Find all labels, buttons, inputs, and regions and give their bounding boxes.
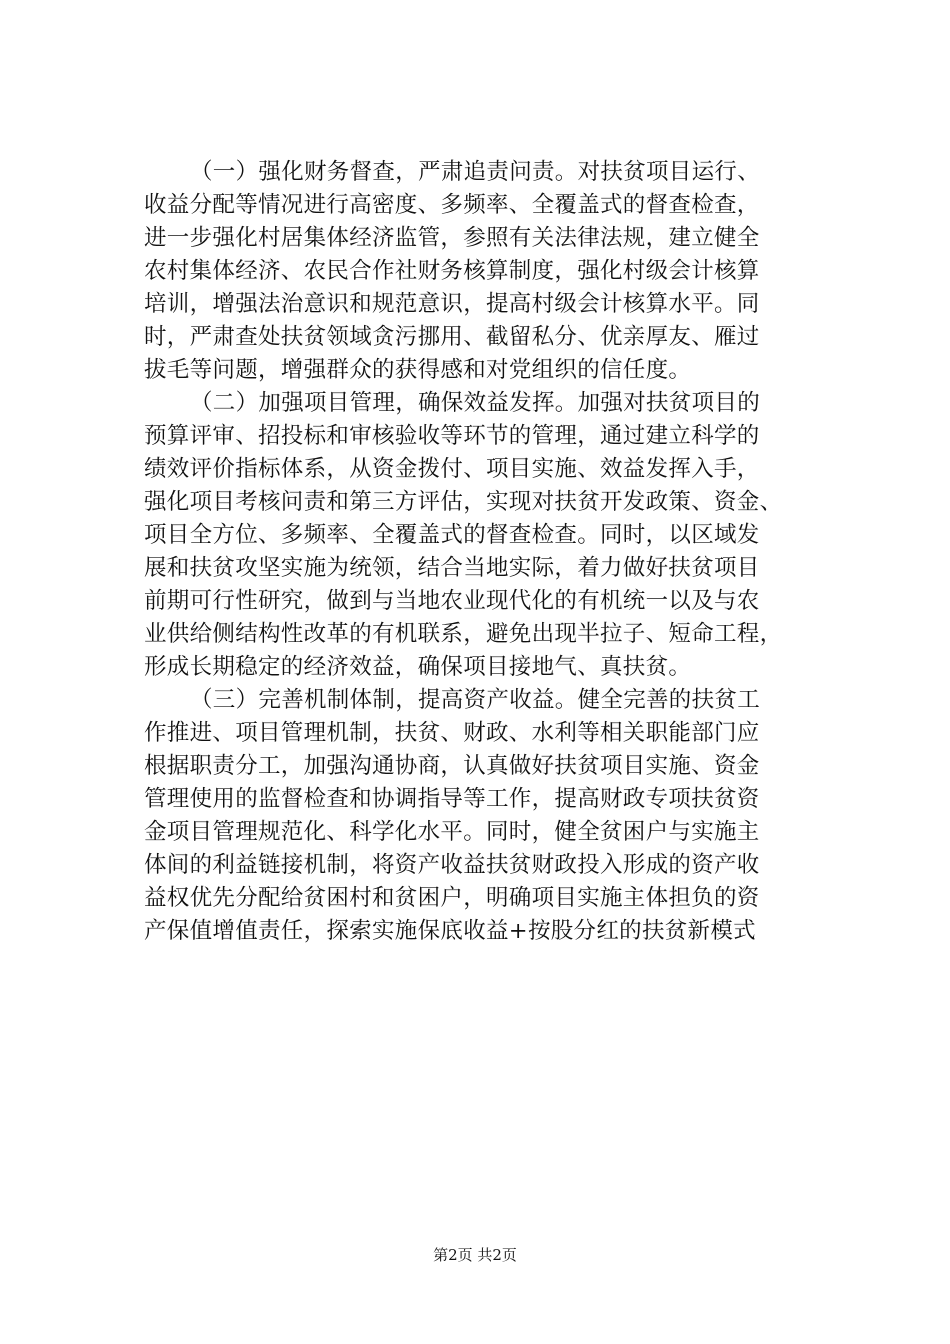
paragraph-first-line: （三）完善机制体制，提高资产收益。健全完善的扶贫工 (190, 687, 761, 713)
text-line: 管理使用的监督检查和协调指导等工作，提高财政专项扶贫资 (144, 786, 760, 812)
text-line: 展和扶贫攻坚实施为统领，结合当地实际，着力做好扶贫项目 (144, 555, 760, 581)
text-line: 收益分配等情况进行高密度、多频率、全覆盖式的督查检查， (144, 192, 760, 218)
text-line: 项目全方位、多频率、全覆盖式的督查检查。同时，以区域发 (144, 522, 760, 548)
text-line: 绩效评价指标体系，从资金拨付、项目实施、效益发挥入手， (144, 456, 760, 482)
text-line: 预算评审、招投标和审核验收等环节的管理，通过建立科学的 (144, 423, 760, 449)
text-line: 农村集体经济、农民合作社财务核算制度，强化村级会计核算 (144, 258, 760, 284)
text-line: 拔毛等问题，增强群众的获得感和对党组织的信任度。 (144, 357, 692, 383)
text-line: 强化项目考核问责和第三方评估，实现对扶贫开发政策、资金、 (144, 489, 783, 515)
text-line: 进一步强化村居集体经济监管，参照有关法律法规，建立健全 (144, 225, 760, 251)
text-line: 形成长期稳定的经济效益，确保项目接地气、真扶贫。 (144, 654, 692, 680)
text-line: 时，严肃查处扶贫领域贪污挪用、截留私分、优亲厚友、雁过 (144, 324, 760, 350)
text-line: 金项目管理规范化、科学化水平。同时，健全贫困户与实施主 (144, 819, 760, 845)
document-body (144, 156, 834, 948)
page-number-footer: 第2页 共2页 (433, 1246, 517, 1264)
paragraph-first-line: （一）强化财务督查，严肃追责问责。对扶贫项目运行、 (190, 159, 761, 185)
text-line: 根据职责分工，加强沟通协商，认真做好扶贫项目实施、资金 (144, 753, 760, 779)
text-line: 产保值增值责任，探索实施保底收益+按股分红的扶贫新模式 (144, 918, 756, 944)
text-line: 前期可行性研究，做到与当地农业现代化的有机统一以及与农 (144, 588, 760, 614)
text-line: 体间的利益链接机制，将资产收益扶贫财政投入形成的资产收 (144, 852, 760, 878)
paragraph-first-line: （二）加强项目管理，确保效益发挥。加强对扶贫项目的 (190, 390, 761, 416)
text-line: 作推进、项目管理机制，扶贫、财政、水利等相关职能部门应 (144, 720, 760, 746)
text-line: 培训，增强法治意识和规范意识，提高村级会计核算水平。同 (144, 291, 760, 317)
text-line: 业供给侧结构性改革的有机联系，避免出现半拉子、短命工程， (144, 621, 783, 647)
text-line: 益权优先分配给贫困村和贫困户，明确项目实施主体担负的资 (144, 885, 760, 911)
